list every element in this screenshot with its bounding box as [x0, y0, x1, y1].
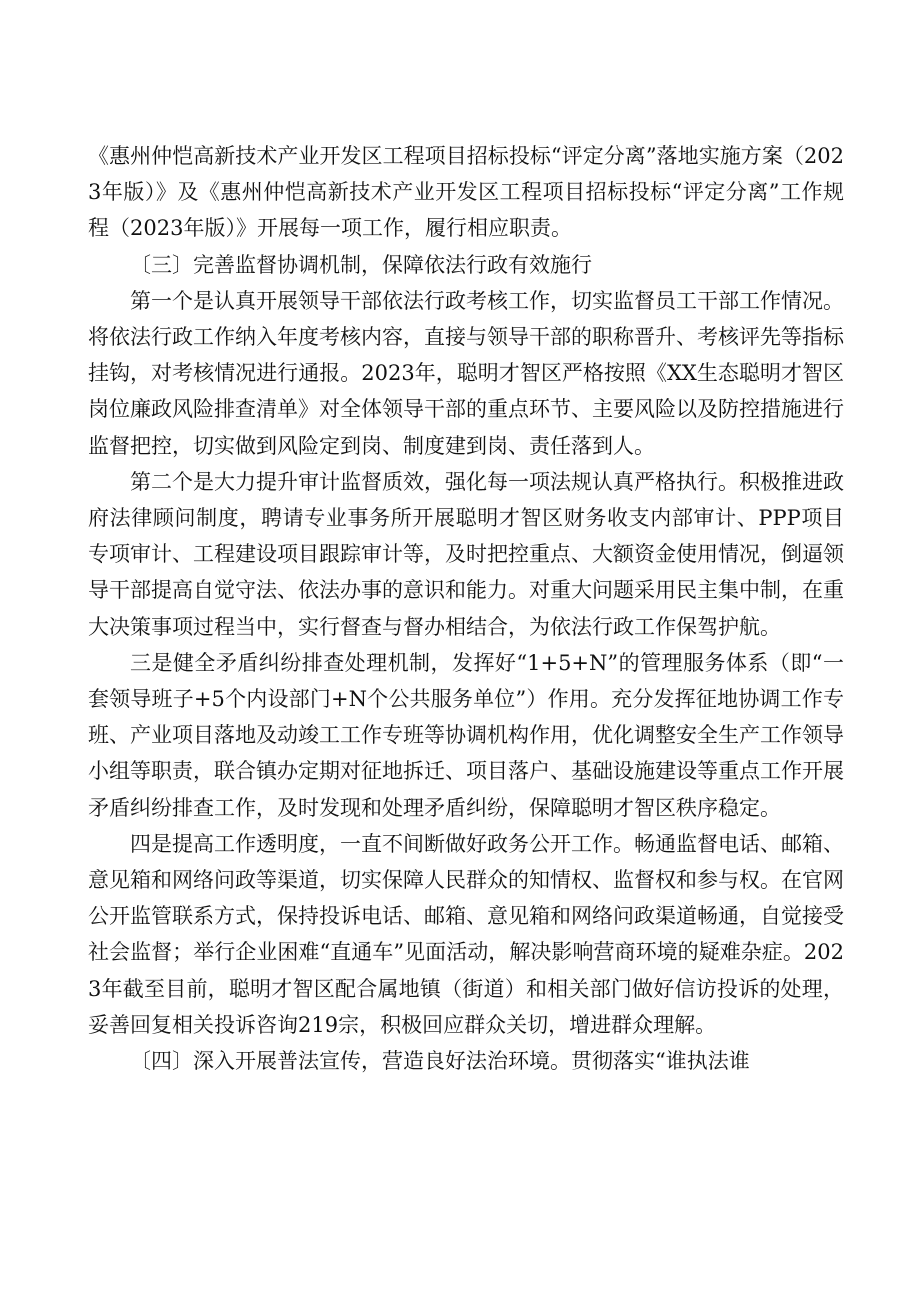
section-heading-4: 〔四〕深入开展普法宣传，营造良好法治环境。贯彻落实“谁执法谁 [130, 1049, 750, 1074]
paragraph-transparency: 四是提高工作透明度，一直不间断做好政务公开工作。畅通监督电话、邮箱、意见箱和网络问政等渠道，切实保障人民群众的知情权、监督权和参与权。在官网公开监管联系方式，保持投诉电话、邮箱、意见箱和网络问政渠道畅通，自觉接受社会监督；举行企业困难“直通车”见面活动，解决影响营商环境的疑难杂症。2023年截至目前，聪明才智区配合属地镇（街道）和相关部门做好信访投诉的处理，妥善回复相关投诉咨询219宗，积极回应群众关切，增进群众理解。 [88, 831, 844, 1037]
paragraph-dispute-mechanism: 三是健全矛盾纠纷排查处理机制，发挥好“1+5+N”的管理服务体系（即“一套领导班子+5个内设部门+N个公共服务单位”）作用。充分发挥征地协调工作专班、产业项目落地及动竣工工作专班等协调机构作用，优化调整安全生产工作领导小组等职责，联合镇办定期对征地拆迁、项目落户、基础设施建设等重点工作开展矛盾纠纷排查工作，及时发现和处理矛盾纠纷，保障聪明才智区秩序稳定。 [88, 650, 844, 820]
document-body [88, 138, 844, 1079]
paragraph-audit: 第二个是大力提升审计监督质效，强化每一项法规认真严格执行。积极推进政府法律顾问制度，聘请专业事务所开展聪明才智区财务收支内部审计、PPP项目专项审计、工程建设项目跟踪审计等，及时把控重点、大额资金使用情况，倒逼领导干部提高自觉守法、依法办事的意识和能力。对重大问题采用民主集中制，在重大决策事项过程当中，实行督查与督办相结合，为依法行政工作保驾护航。 [88, 469, 844, 639]
paragraph-assessment: 第一个是认真开展领导干部依法行政考核工作，切实监督员工干部工作情况。将依法行政工作纳入年度考核内容，直接与领导干部的职称晋升、考核评先等指标挂钩，对考核情况进行通报。2023年，聪明才智区严格按照《XX生态聪明才智区岗位廉政风险排查清单》对全体领导干部的重点环节、主要风险以及防控措施进行监督把控，切实做到风险定到岗、制度建到岗、责任落到人。 [88, 288, 844, 458]
paragraph-continuation: 《惠州仲恺高新技术产业开发区工程项目招标投标“评定分离”落地实施方案（2023年版）》及《惠州仲恺高新技术产业开发区工程项目招标投标“评定分离”工作规程（2023年版）》开展每一项工作，履行相应职责。 [88, 144, 844, 241]
section-heading-3: 〔三〕完善监督协调机制，保障依法行政有效施行 [130, 252, 592, 277]
